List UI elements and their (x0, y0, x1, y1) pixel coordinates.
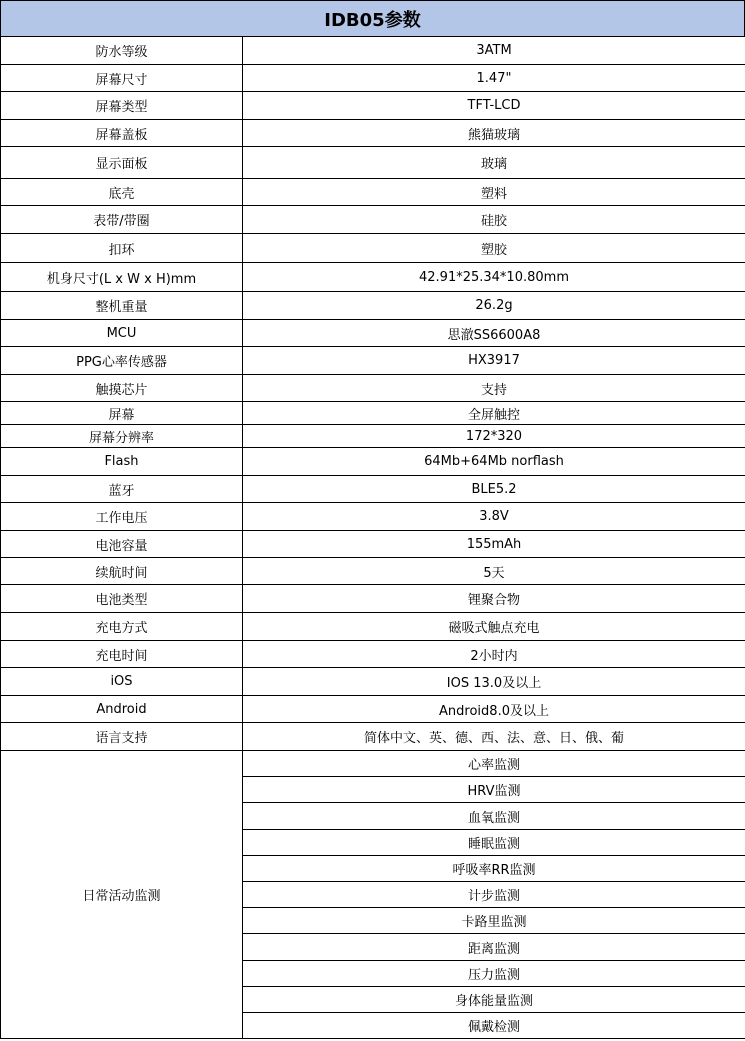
monitoring-label: 日常活动监测 (1, 751, 243, 1039)
spec-row (1, 347, 745, 375)
spec-row (1, 37, 745, 65)
spec-value: 玻璃 (243, 147, 745, 179)
spec-label: 防水等级 (1, 37, 243, 65)
spec-row (1, 65, 745, 92)
spec-value: 熊猫玻璃 (243, 120, 745, 147)
monitoring-item: 压力监测 (243, 961, 745, 987)
monitoring-item: 血氧监测 (243, 803, 745, 830)
spec-row (1, 723, 745, 751)
spec-value: 塑胶 (243, 234, 745, 263)
spec-value: 锂聚合物 (243, 585, 745, 613)
spec-label: 屏幕盖板 (1, 120, 243, 147)
spec-value: IOS 13.0及以上 (243, 668, 745, 696)
spec-label: 工作电压 (1, 503, 243, 531)
spec-label: 电池容量 (1, 531, 243, 558)
spec-row (1, 668, 745, 696)
monitoring-item: 计步监测 (243, 882, 745, 908)
spec-row (1, 476, 745, 503)
spec-label: 表带/带圈 (1, 206, 243, 234)
spec-row (1, 292, 745, 320)
spec-label: 屏幕分辨率 (1, 425, 243, 448)
spec-row (1, 641, 745, 668)
spec-row (1, 375, 745, 402)
monitoring-row (1, 751, 745, 777)
monitoring-item: 距离监测 (243, 934, 745, 961)
spec-value: HX3917 (243, 347, 745, 375)
spec-value: 全屏触控 (243, 402, 745, 425)
spec-value: 2小时内 (243, 641, 745, 668)
spec-label: 显示面板 (1, 147, 243, 179)
spec-value: Android8.0及以上 (243, 696, 745, 723)
spec-row (1, 92, 745, 120)
sheet-title: IDB05参数 (0, 0, 745, 37)
spec-label: 扣环 (1, 234, 243, 263)
spec-row (1, 234, 745, 263)
monitoring-item: HRV监测 (243, 777, 745, 803)
spec-value: 塑料 (243, 179, 745, 206)
monitoring-item: 睡眠监测 (243, 830, 745, 856)
spec-label: Flash (1, 448, 243, 476)
spec-label: 整机重量 (1, 292, 243, 320)
spec-row (1, 320, 745, 347)
spec-value: 3ATM (243, 37, 745, 65)
spec-value: 26.2g (243, 292, 745, 320)
spec-row (1, 558, 745, 585)
spec-label: 机身尺寸(L x W x H)mm (1, 263, 243, 292)
spec-label: 屏幕尺寸 (1, 65, 243, 92)
spec-label: PPG心率传感器 (1, 347, 243, 375)
spec-row (1, 179, 745, 206)
spec-row (1, 120, 745, 147)
spec-row (1, 147, 745, 179)
spec-value: 42.91*25.34*10.80mm (243, 263, 745, 292)
spec-label: 屏幕类型 (1, 92, 243, 120)
spec-row (1, 503, 745, 531)
spec-row (1, 531, 745, 558)
spec-row (1, 448, 745, 476)
spec-value: 思澈SS6600A8 (243, 320, 745, 347)
spec-label: 电池类型 (1, 585, 243, 613)
spec-table (0, 36, 745, 1039)
spec-label: 续航时间 (1, 558, 243, 585)
spec-value: 支持 (243, 375, 745, 402)
monitoring-item: 心率监测 (243, 751, 745, 777)
spec-label: 充电时间 (1, 641, 243, 668)
spec-table-body (1, 37, 745, 1039)
spec-value: 3.8V (243, 503, 745, 531)
spec-row (1, 613, 745, 641)
monitoring-item: 佩戴检测 (243, 1013, 745, 1039)
spec-value: BLE5.2 (243, 476, 745, 503)
spec-row (1, 696, 745, 723)
spec-row (1, 402, 745, 425)
spec-row (1, 585, 745, 613)
spec-row (1, 425, 745, 448)
spec-value: TFT-LCD (243, 92, 745, 120)
monitoring-item: 卡路里监测 (243, 908, 745, 934)
spec-label: 蓝牙 (1, 476, 243, 503)
spec-value: 磁吸式触点充电 (243, 613, 745, 641)
spec-value: 简体中文、英、德、西、法、意、日、俄、葡 (243, 723, 745, 751)
spec-label: iOS (1, 668, 243, 696)
monitoring-item: 呼吸率RR监测 (243, 856, 745, 882)
spec-row (1, 206, 745, 234)
spec-value: 1.47" (243, 65, 745, 92)
spec-row (1, 263, 745, 292)
spec-label: Android (1, 696, 243, 723)
spec-label: 屏幕 (1, 402, 243, 425)
spec-value: 155mAh (243, 531, 745, 558)
monitoring-item: 身体能量监测 (243, 987, 745, 1013)
spec-value: 硅胶 (243, 206, 745, 234)
spec-label: 语言支持 (1, 723, 243, 751)
spec-label: 触摸芯片 (1, 375, 243, 402)
spec-label: MCU (1, 320, 243, 347)
spec-value: 5天 (243, 558, 745, 585)
spec-value: 64Mb+64Mb norflash (243, 448, 745, 476)
spec-label: 充电方式 (1, 613, 243, 641)
spec-value: 172*320 (243, 425, 745, 448)
spec-label: 底壳 (1, 179, 243, 206)
